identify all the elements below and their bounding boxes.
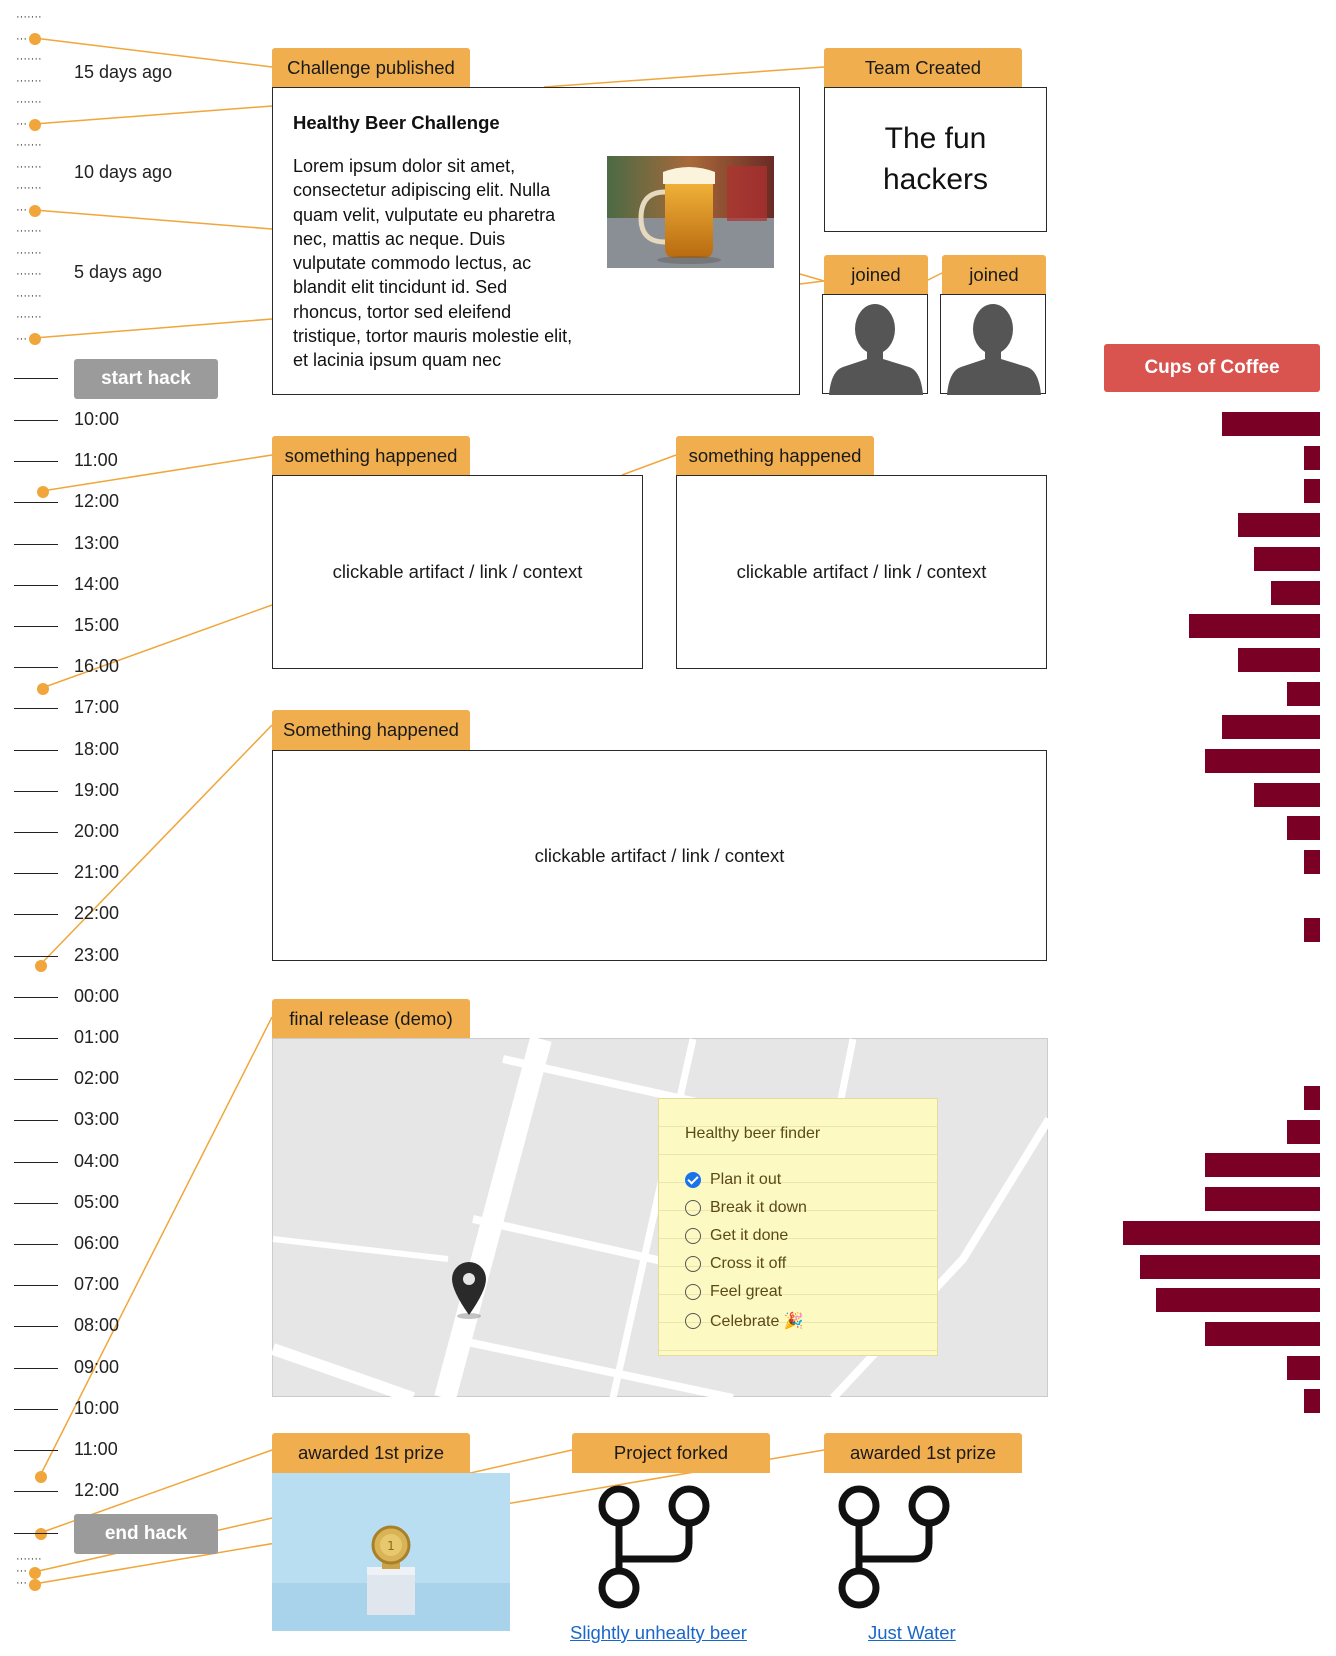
todo-label: Celebrate 🎉 [710,1313,804,1330]
timeline-tick [14,1079,58,1080]
timeline-hour-label: 05:00 [74,1192,120,1212]
timeline-hour-label: 10:00 [74,409,120,429]
coffee-bar [1304,479,1320,503]
unchecked-circle-icon[interactable] [685,1200,701,1216]
coffee-bar [1287,1120,1320,1144]
timeline-tick [14,461,58,462]
coffee-bar [1205,1153,1320,1177]
timeline-hour-label: 19:00 [74,780,120,800]
artifact-label: clickable artifact / link / context [332,561,583,582]
member-avatar[interactable] [822,294,928,394]
final-release-tag: final release (demo) [272,999,470,1039]
timeline-hour-label: 11:00 [74,1439,118,1459]
team-created-tag: Team Created [824,48,1022,88]
unchecked-circle-icon[interactable] [685,1256,701,1272]
timeline-tick [14,1533,58,1534]
checked-circle-icon[interactable] [685,1172,701,1188]
forked-project-link[interactable]: Slightly unhealty beer [570,1622,747,1643]
coffee-bar [1238,513,1320,537]
timeline-dots: ······· [16,182,42,194]
coffee-bar [1254,547,1320,571]
timeline-dots: ··· [16,118,27,130]
challenge-card[interactable] [272,87,800,395]
timeline-hour-label: 15:00 [74,615,120,635]
timeline-dots: ······· [16,311,42,323]
coffee-bar [1222,412,1320,436]
timeline-tick [14,791,58,792]
timeline-tick [14,914,58,915]
note-title: Healthy beer finder [685,1125,821,1142]
coffee-bar [1287,1356,1320,1380]
timeline-tick [14,708,58,709]
timeline-dots: ······· [16,247,42,259]
relative-time-label: 10 days ago [74,162,173,182]
todo-label: Get it done [710,1227,789,1244]
timeline-tick [14,502,58,503]
coffee-bar [1238,648,1320,672]
coffee-bar [1304,446,1320,470]
timeline-hour-label: 21:00 [74,862,120,882]
prize-image[interactable] [272,1473,510,1631]
challenge-description: Lorem ipsum dolor sit amet, consectetur adipiscing elit. Nulla quam velit, vulputate eu pharetra nec, mattis ac neque. Duis vulputate commodo lectus, ac blandit elit tincidunt id. Sed rhoncus, tortor sed eleifend tristique, tortor mauris molestie elit, et lacinia ipsum quam nec [293,156,573,371]
beer-image [607,156,774,268]
timeline-event-dot[interactable] [29,205,41,217]
timeline-tick [14,626,58,627]
timeline-tick [14,956,58,957]
todo-label: Plan it out [710,1171,782,1188]
timeline-dots: ··· [16,33,27,45]
timeline-event-dot[interactable] [35,1528,47,1540]
coffee-bar [1205,749,1320,773]
timeline-tick [14,1038,58,1039]
coffee-bar [1156,1288,1320,1312]
timeline-event-dot[interactable] [29,33,41,45]
member-avatar[interactable] [940,294,1046,394]
timeline-tick [14,1203,58,1204]
timeline-hour-label: 17:00 [74,697,120,717]
timeline-event-dot[interactable] [29,1579,41,1591]
git-fork-icon [586,1480,716,1610]
timeline-dots: ··· [16,333,27,345]
timeline-hour-label: 07:00 [74,1274,120,1294]
timeline-hour-label: 14:00 [74,574,120,594]
timeline-hour-label: 23:00 [74,945,120,965]
timeline-tick [14,997,58,998]
todo-item[interactable] [685,1199,807,1217]
timeline-hour-label: 20:00 [74,821,120,841]
awarded-prize-tag: awarded 1st prize [824,1433,1022,1473]
artifact-label: clickable artifact / link / context [534,844,785,866]
timeline-event-dot[interactable] [29,1567,41,1579]
todo-note [658,1098,938,1356]
coffee-bar [1287,816,1320,840]
timeline-tick [14,873,58,874]
todo-label: Feel great [710,1283,783,1300]
timeline-tick [14,1285,58,1286]
artifact-card[interactable] [676,475,1047,669]
timeline-hour-label: 13:00 [74,533,120,553]
unchecked-circle-icon[interactable] [685,1284,701,1300]
timeline-dots: ······· [16,75,42,87]
coffee-chart-title: Cups of Coffee [1104,344,1320,392]
timeline-hour-label: 08:00 [74,1315,120,1335]
something-happened-tag: something happened [676,436,874,476]
timeline-dots: ······· [16,1553,42,1565]
artifact-label: clickable artifact / link / context [736,561,987,582]
coffee-bar [1287,682,1320,706]
timeline-event-dot[interactable] [37,683,49,695]
coffee-bar [1254,783,1320,807]
timeline-event-dot[interactable] [29,333,41,345]
timeline-tick [14,1120,58,1121]
timeline-hour-label: 06:00 [74,1233,120,1253]
coffee-bar [1189,614,1320,638]
timeline-tick [14,750,58,751]
timeline-hour-label: 03:00 [74,1109,120,1129]
todo-item[interactable] [685,1311,804,1331]
timeline-hour-label: 02:00 [74,1068,120,1088]
coffee-bar [1123,1221,1320,1245]
timeline-dots: ······· [16,11,42,23]
timeline-tick [14,1409,58,1410]
coffee-bar [1205,1322,1320,1346]
coffee-bar [1304,850,1320,874]
coffee-bar [1205,1187,1320,1211]
timeline-event-dot[interactable] [35,1471,47,1483]
timeline-tick [14,1326,58,1327]
artifact-card[interactable] [272,475,643,669]
start-hack-marker: start hack [74,359,218,399]
timeline-tick [14,667,58,668]
timeline-dots: ······· [16,139,42,151]
timeline-tick [14,585,58,586]
timeline-tick [14,378,58,379]
timeline-dots: ······· [16,96,42,108]
joined-tag: joined [942,255,1046,295]
timeline-tick [14,1491,58,1492]
todo-label: Cross it off [710,1255,787,1272]
relative-time-label: 15 days ago [74,62,173,82]
timeline-hour-label: 00:00 [74,986,120,1006]
timeline-tick [14,1450,58,1451]
todo-item[interactable] [685,1227,788,1245]
timeline-tick [14,832,58,833]
team-name: The fun hackers [882,122,989,196]
team-card[interactable] [824,87,1047,232]
timeline-dots: ······· [16,225,42,237]
timeline-dots: ······· [16,161,42,173]
timeline-hour-label: 01:00 [74,1027,120,1047]
coffee-bar [1140,1255,1320,1279]
timeline-dots: ······· [16,268,42,280]
medal-number: 1 [387,1539,395,1553]
challenge-title: Healthy Beer Challenge [293,112,500,133]
todo-item[interactable] [685,1255,786,1273]
timeline-event-dot[interactable] [37,486,49,498]
timeline-hour-label: 12:00 [74,491,120,511]
timeline-hour-label: 16:00 [74,656,120,676]
timeline-tick [14,1244,58,1245]
coffee-bar [1304,1389,1320,1413]
timeline-event-dot[interactable] [35,960,47,972]
unchecked-circle-icon[interactable] [685,1228,701,1244]
timeline-event-dot[interactable] [29,119,41,131]
something-happened-tag: Something happened [272,710,470,750]
timeline-hour-label: 12:00 [74,1480,120,1500]
timeline-tick [14,1368,58,1369]
timeline-hour-label: 10:00 [74,1398,120,1418]
timeline-dots: ······· [16,290,42,302]
timeline-tick [14,544,58,545]
relative-time-label: 5 days ago [74,262,163,282]
timeline-dots: ··· [16,1565,27,1577]
git-fork-icon [826,1480,956,1610]
timeline-hour-label: 09:00 [74,1357,120,1377]
todo-item[interactable] [685,1171,781,1189]
timeline-dots: ··· [16,1577,27,1589]
coffee-bar [1222,715,1320,739]
awarded-prize-tag: awarded 1st prize [272,1433,470,1473]
something-happened-tag: something happened [272,436,470,476]
unchecked-circle-icon[interactable] [685,1313,701,1329]
timeline-tick [14,420,58,421]
forked-project-link[interactable]: Just Water [868,1622,956,1643]
artifact-card[interactable] [272,750,1047,961]
timeline-dots: ······· [16,53,42,65]
timeline-tick [14,1162,58,1163]
joined-tag: joined [824,255,928,295]
end-hack-marker: end hack [74,1514,218,1554]
coffee-bar [1304,1086,1320,1110]
todo-item[interactable] [685,1283,782,1301]
challenge-published-tag: Challenge published [272,48,470,88]
coffee-bar [1304,918,1320,942]
timeline-hour-label: 04:00 [74,1151,120,1171]
timeline-hour-label: 22:00 [74,903,120,923]
todo-label: Break it down [710,1199,807,1216]
timeline-hour-label: 11:00 [74,450,118,470]
timeline-hour-label: 18:00 [74,739,120,759]
timeline-dots: ··· [16,204,27,216]
project-forked-tag: Project forked [572,1433,770,1473]
coffee-bar [1271,581,1320,605]
